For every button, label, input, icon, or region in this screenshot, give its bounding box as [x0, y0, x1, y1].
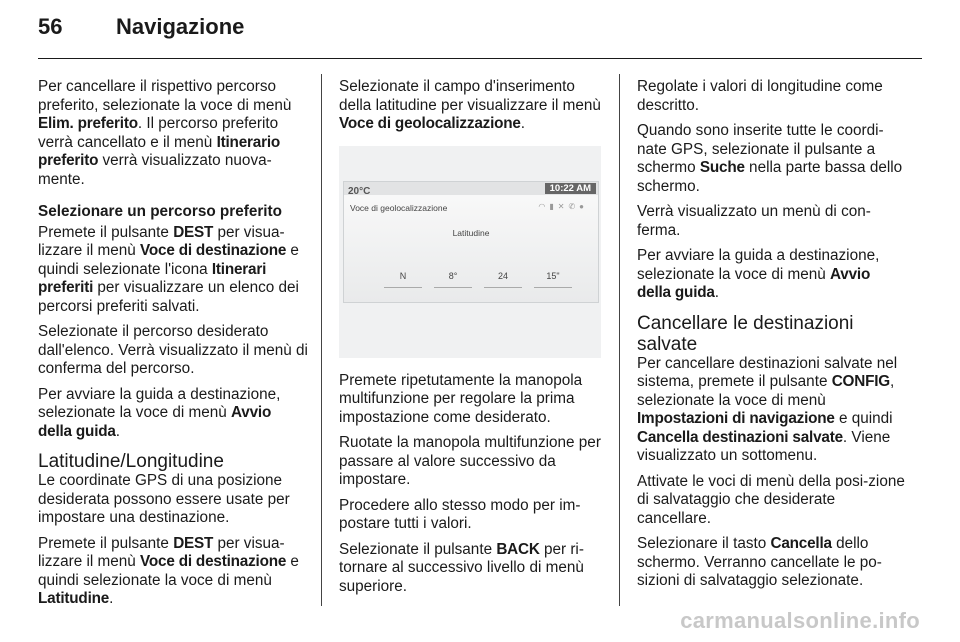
- page-title: Navigazione: [116, 14, 245, 39]
- paragraph: Per avviare la guida a destinazione, selezionate la voce di menù Avvio della guida.: [637, 247, 880, 301]
- section-heading: Cancellare le destinazioni salvate: [637, 312, 854, 355]
- paragraph: Selezionate il pulsante BACK per ri-tornare al successivo livello di menù superiore.: [339, 540, 584, 595]
- column-divider: [321, 74, 322, 606]
- status-bar: [344, 182, 598, 195]
- section-heading: Latitudine/Longitudine: [38, 451, 224, 472]
- paragraph: Per cancellare il rispettivo percorso preferito, selezionate la voce di menù Elim. preferito. Il percorso preferito verrà cancellato e il menù Itinerario preferito verrà visualizzato nuova-mente.: [38, 78, 292, 188]
- page-header: [38, 14, 244, 40]
- latitude-label: Latitudine: [452, 227, 490, 238]
- paragraph: Regolate i valori di longitudine come descritto.: [637, 78, 883, 114]
- page-number: 56: [38, 14, 63, 39]
- paragraph: Quando sono inserite tutte le coordi-nate GPS, selezionate il pulsante a schermo Suche nella parte bassa dello schermo.: [637, 122, 903, 195]
- mute-icon: ✕: [557, 201, 569, 211]
- paragraph: Le coordinate GPS di una posizione desiderata possono essere usate per impostare una destinazione.: [38, 472, 290, 526]
- field-seconds[interactable]: 15": [534, 267, 572, 289]
- phone-icon: ✆: [568, 201, 580, 211]
- paragraph: Premete il pulsante DEST per visua-lizzare il menù Voce di destinazione e quindi selezionate la voce di menù Latitudine.: [38, 534, 299, 607]
- paragraph: Selezionate il percorso desiderato dall'elenco. Verrà visualizzato il menù di conferma del percorso.: [38, 323, 308, 377]
- column-1: [38, 78, 308, 616]
- gear-icon: ●: [579, 201, 588, 211]
- paragraph: Premete ripetutamente la manopola multifunzione per regolare la prima impostazione come desiderato.: [339, 371, 583, 426]
- paragraph: Procedere allo stesso modo per im-postare tutti i valori.: [339, 496, 581, 532]
- paragraph: Ruotate la manopola multifunzione per passare al valore successivo da impostare.: [339, 434, 601, 488]
- field-degrees[interactable]: 8°: [434, 267, 472, 289]
- header-rule: [38, 58, 922, 59]
- paragraph: Selezionate il campo d'inserimento della latitudine per visualizzare il menù Voce di geolocalizzazione.: [339, 78, 601, 132]
- paragraph: Per cancellare destinazioni salvate nel sistema, premete il pulsante CONFIG, selezionate la voce di menù Impostazioni di navigazione e quindi Cancella destinazioni salvate. Viene visualizzato un sottomenu.: [637, 354, 898, 464]
- section-heading: Selezionare un percorso preferito: [38, 203, 282, 220]
- column-2: [339, 78, 601, 603]
- wifi-icon: ◠: [538, 201, 550, 211]
- signal-icon: ▮: [549, 201, 558, 211]
- temperature: 20°C: [348, 185, 371, 197]
- display-screen: [343, 181, 599, 303]
- column-divider: [619, 74, 620, 606]
- field-hemisphere[interactable]: N: [384, 267, 422, 289]
- paragraph: Selezionare il tasto Cancella dello schermo. Verranno cancellate le po-sizioni di salvataggio selezionate.: [637, 535, 882, 589]
- paragraph: Premete il pulsante DEST per visua-lizzare il menù Voce di destinazione e quindi selezionate l'icona Itinerari preferiti per visualizzare un elenco dei percorsi preferiti salvati.: [38, 223, 299, 315]
- watermark: carmanualsonline.info: [680, 608, 920, 633]
- screen-title: Voce di geolocalizzazione: [350, 202, 448, 213]
- column-3: [637, 78, 905, 598]
- paragraph: Attivate le voci di menù della posi-zione di salvataggio che desiderate cancellare.: [637, 472, 905, 527]
- field-minutes[interactable]: 24: [484, 267, 522, 289]
- paragraph: Verrà visualizzato un menù di con-ferma.: [637, 203, 871, 239]
- screen-illustration: [339, 146, 601, 358]
- status-icons: [538, 198, 588, 217]
- clock: 10:22 AM: [545, 183, 596, 194]
- paragraph: Per avviare la guida a destinazione, selezionate la voce di menù Avvio della guida.: [38, 385, 281, 440]
